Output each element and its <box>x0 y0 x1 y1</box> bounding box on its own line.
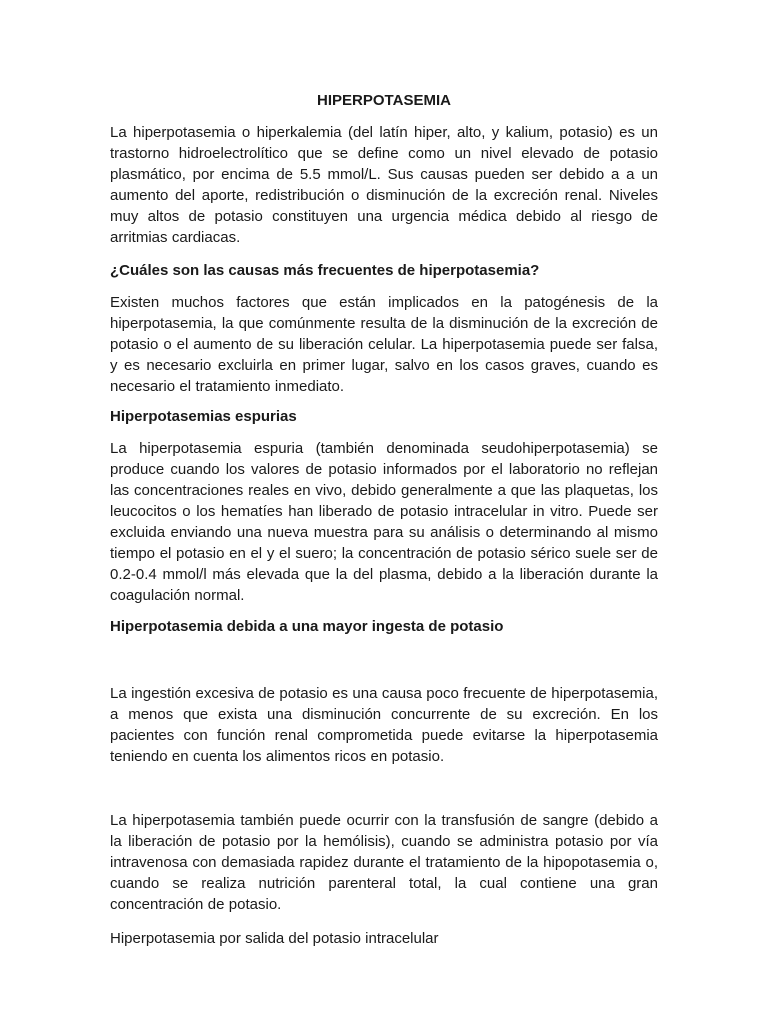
intake-paragraph: La ingestión excesiva de potasio es una causa poco frecuente de hiperpotasemia, a menos que exista una disminución concurrente de su excreción. En los pacientes con función renal comprometida puede evitarse la hiperpotasemia teniendo en cuenta los alimentos ricos en potasio. <box>110 685 658 765</box>
spurious-heading: Hiperpotasemias espurias <box>110 408 297 425</box>
intake-heading: Hiperpotasemia debida a una mayor ingesta de potasio <box>110 618 504 635</box>
transfusion-paragraph: La hiperpotasemia también puede ocurrir con la transfusión de sangre (debido a la liberación de potasio por la hemólisis), cuando se administra potasio por vía intravenosa con demasiada rapidez durante el tratamiento de la hipopotasemia o, cuando se realiza nutrición parenteral total, la cual contiene una gran concentración de potasio. <box>110 812 658 913</box>
document-title: HIPERPOTASEMIA <box>317 92 451 109</box>
causes-paragraph: Existen muchos factores que están implicados en la patogénesis de la hiperpotasemia, la que comúnmente resulta de la disminución de la excreción de potasio o el aumento de su liberación celular. La hiperpotasemia puede ser falsa, y es necesario excluirla en primer lugar, salvo en los casos graves, cuando es necesario el tratamiento inmediato. <box>110 294 658 395</box>
intracellular-heading: Hiperpotasemia por salida del potasio intracelular <box>110 930 439 947</box>
question-heading: ¿Cuáles son las causas más frecuentes de hiperpotasemia? <box>110 262 540 279</box>
spurious-paragraph: La hiperpotasemia espuria (también denominada seudohiperpotasemia) se produce cuando los valores de potasio informados por el laboratorio no reflejan las concentraciones reales en vivo, debido generalmente a que las plaquetas, los leucocitos o los hematíes han liberado de potasio intracelular in vitro. Puede ser excluida enviando una nueva muestra para su análisis o determinando al mismo tiempo el potasio en el y el suero; la concentración de potasio sérico suele ser de 0.2-0.4 mmol/l más elevada que la del plasma, debido a la liberación durante la coagulación normal. <box>110 440 658 604</box>
intro-paragraph: La hiperpotasemia o hiperkalemia (del latín hiper, alto, y kalium, potasio) es un trastorno hidroelectrolítico que se define como un nivel elevado de potasio plasmático, por encima de 5.5 mmol/L. Sus causas pueden ser debido a a un aumento del aporte, redistribución o disminución de la excreción renal. Niveles muy altos de potasio constituyen una urgencia médica debido al riesgo de arritmias cardiacas. <box>110 124 658 246</box>
